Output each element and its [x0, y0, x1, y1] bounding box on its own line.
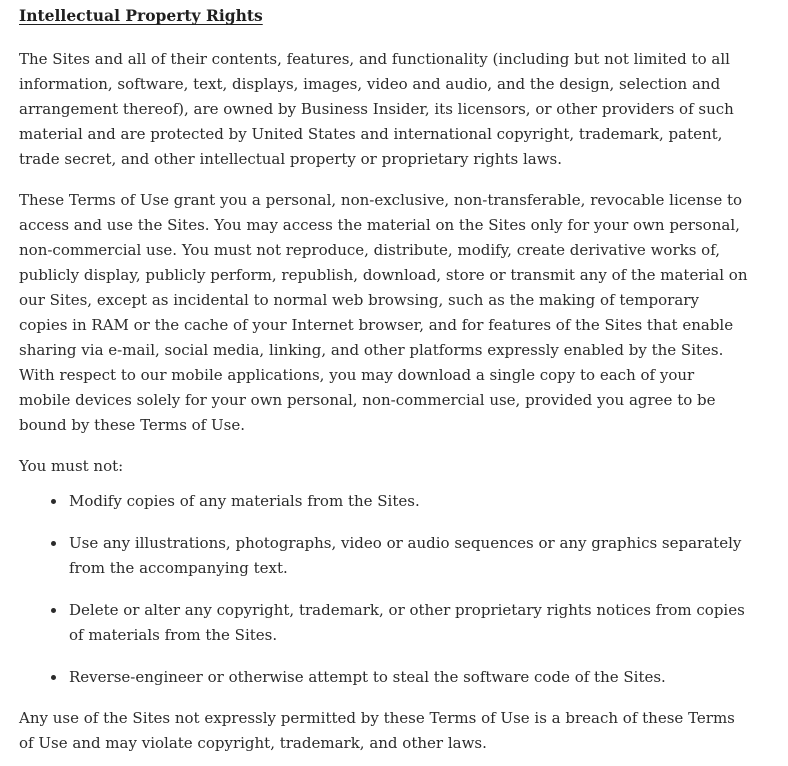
list-item: Use any illustrations, photographs, video or audio sequences or any graphics separately from the accompanying text. — [69, 531, 749, 581]
list-item: Modify copies of any materials from the Sites. — [69, 489, 749, 514]
license-paragraph: These Terms of Use grant you a personal, non-exclusive, non-transferable, revocable license to access and use the Sites. You may access the material on the Sites only for your own personal, non-commercial use. You must not reproduce, distribute, modify, create derivative works of, publicly display, publicly perform, republish, download, store or transmit any of the material on our Sites, except as incidental to normal web browsing, such as the making of temporary copies in RAM or the cache of your Internet browser, and for features of the Sites that enable sharing via e-mail, social media, linking, and other platforms expressly enabled by the Sites. With respect to our mobile applications, you may download a single copy to each of your mobile devices solely for your own personal, non-commercial use, provided you agree to be bound by these Terms of Use. — [19, 191, 748, 434]
section-heading: Intellectual Property Rights — [19, 6, 263, 25]
closing-paragraph: Any use of the Sites not expressly permitted by these Terms of Use is a breach of these Terms of Use and may violate copyright, trademark, and other laws. — [19, 709, 735, 752]
list-item: Reverse-engineer or otherwise attempt to steal the software code of the Sites. — [69, 665, 749, 690]
document-body — [19, 0, 749, 756]
ownership-paragraph: The Sites and all of their contents, features, and functionality (including but not limited to all information, software, text, displays, images, video and audio, and the design, selection and arrangement thereof), are owned by Business Insider, its licensors, or other providers of such material and are protected by United States and international copyright, trademark, patent, trade secret, and other intellectual property or proprietary rights laws. — [19, 50, 734, 168]
must-not-intro: You must not: — [19, 457, 124, 475]
list-item: Delete or alter any copyright, trademark, or other proprietary rights notices from copies of materials from the Sites. — [69, 598, 749, 648]
restrictions-list — [19, 489, 749, 690]
